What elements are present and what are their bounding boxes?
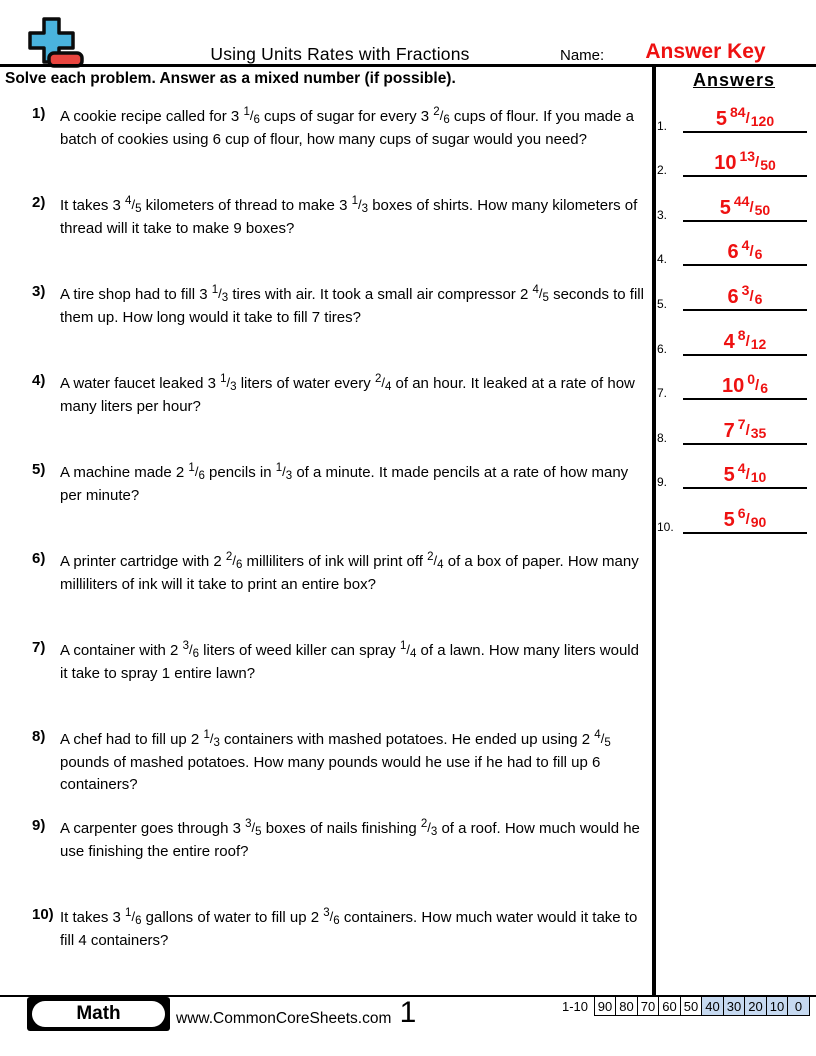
fraction-denominator: 3 <box>361 203 369 215</box>
answer-value <box>683 96 807 133</box>
problem-number: 9) <box>32 817 46 834</box>
answer-denominator: 35 <box>750 424 767 441</box>
problem-text: A carpenter goes through 3 $^3$/5 boxes of nails finishing $^2$/3 of a roof. How much would he use finishing the entire roof? <box>60 818 640 860</box>
score-cell: 0 <box>787 996 810 1016</box>
score-range-label: 1-10 <box>561 998 588 1014</box>
answer-denominator: 120 <box>750 112 775 129</box>
fraction <box>212 286 228 303</box>
fraction-slash: / <box>329 909 334 924</box>
answer-numerator: 0 <box>747 371 756 388</box>
fraction-slash: / <box>406 642 410 657</box>
answer-denominator: 6 <box>760 380 768 397</box>
problem-item <box>32 901 648 990</box>
fraction <box>594 731 610 748</box>
answer-whole-number: 5 <box>723 508 735 531</box>
fraction-numerator: 1 <box>211 284 219 296</box>
score-cell: 30 <box>723 996 746 1016</box>
fraction-slash: / <box>131 197 136 212</box>
fraction-slash: / <box>188 642 193 657</box>
score-table <box>562 996 810 1016</box>
answer-denominator: 10 <box>750 469 767 486</box>
problem-item <box>32 812 648 901</box>
fraction <box>245 820 261 837</box>
answer-numerator: 13 <box>739 148 756 165</box>
website-text: www.CommonCoreSheets.com <box>176 1010 392 1027</box>
problem-item <box>32 545 648 634</box>
fraction-numerator: 1 <box>203 729 210 741</box>
fraction-numerator: 1 <box>243 106 250 118</box>
problem-item <box>32 367 648 456</box>
answer-numerator: 3 <box>741 281 750 298</box>
answer-number-label: 4. <box>657 252 668 267</box>
problem-text: A machine made 2 $^1$/6 pencils in $^1$/3 of a minute. It made pencils at a rate of how many per minute? <box>60 462 629 504</box>
answer-numerator: 8 <box>737 326 746 343</box>
answer-numerator: 84 <box>730 103 746 120</box>
answer-whole-number: 10 <box>714 152 737 175</box>
fraction-denominator: 3 <box>430 826 438 838</box>
fraction-numerator: 1 <box>399 640 407 652</box>
fraction-slash: / <box>218 286 222 301</box>
fraction <box>276 464 292 481</box>
answer-numerator: 7 <box>737 415 746 432</box>
answer-numerator: 6 <box>737 504 746 521</box>
worksheet-title: Using Units Rates with Fractions <box>210 44 470 64</box>
fraction <box>188 464 204 481</box>
problem-number: 8) <box>32 728 46 745</box>
answer-fraction-slash: / <box>745 109 750 127</box>
score-cell: 60 <box>658 996 681 1016</box>
answer-whole-number: 6 <box>727 285 739 308</box>
fraction-numerator: 1 <box>275 462 283 474</box>
answer-value <box>683 497 807 534</box>
problem-number: 1) <box>32 105 46 122</box>
problem-item <box>32 723 648 812</box>
fraction <box>203 731 219 748</box>
answer-fraction-slash: / <box>755 377 760 395</box>
problem-text: A chef had to fill up 2 $^1$/3 containers with mashed potatoes. He ended up using 2 $^4$/5 pounds of mashed potatoes. How many pounds would he use if he had to fill up 6 containers? <box>60 729 611 793</box>
fraction-slash: / <box>251 820 256 835</box>
answer-number-label: 7. <box>657 386 668 401</box>
answer-whole-number: 5 <box>715 107 727 130</box>
answer-whole-number: 4 <box>723 330 735 353</box>
fraction-slash: / <box>427 820 431 835</box>
answer-whole-number: 10 <box>721 375 745 398</box>
problem-item <box>32 189 648 278</box>
answer-number-label: 9. <box>657 475 668 490</box>
page-number: 1 <box>399 996 417 1029</box>
fraction-numerator: 4 <box>532 284 539 296</box>
fraction-denominator: 3 <box>221 292 229 304</box>
fraction <box>183 642 199 659</box>
answers-list <box>655 92 813 538</box>
fraction <box>220 375 236 392</box>
answer-denominator: 6 <box>754 290 763 307</box>
fraction-slash: / <box>209 731 214 746</box>
fraction <box>323 909 339 926</box>
answer-denominator: 50 <box>760 157 776 174</box>
fraction-denominator: 4 <box>384 381 392 393</box>
problem-text: It takes 3 $^1$/6 gallons of water to fill up 2 $^3$/6 containers. How much water would it take to fill 4 containers? <box>60 907 638 949</box>
answer-row <box>655 270 813 315</box>
fraction <box>433 108 449 125</box>
answer-number-label: 5. <box>657 296 668 311</box>
answer-number-label: 3. <box>657 207 668 222</box>
score-cell: 80 <box>615 996 638 1016</box>
fraction-numerator: 3 <box>323 907 330 919</box>
fraction <box>400 642 416 659</box>
fraction-numerator: 1 <box>351 195 358 207</box>
fraction-slash: / <box>439 108 444 123</box>
fraction-slash: / <box>226 375 231 390</box>
answers-heading: Answers <box>692 70 776 90</box>
commoncoresheets-logo <box>22 16 88 70</box>
fraction-denominator: 6 <box>235 559 243 571</box>
problem-text: A printer cartridge with 2 $^2$/6 milliliters of ink will print off $^2$/4 of a box of paper. How many milliliters of ink will it take to print an entire box? <box>60 551 639 593</box>
answer-denominator: 90 <box>750 513 767 530</box>
answer-number-label: 1. <box>657 118 668 133</box>
answer-row <box>655 137 813 182</box>
answer-row <box>655 449 813 494</box>
answer-fraction-slash: / <box>749 287 754 305</box>
answer-row <box>655 315 813 360</box>
fraction-denominator: 6 <box>198 470 205 482</box>
problems-list <box>32 100 648 990</box>
fraction <box>532 286 548 303</box>
fraction-slash: / <box>433 553 438 568</box>
problem-text: A tire shop had to fill 3 $^1$/3 tires with air. It took a small air compressor 2 $^4$/5 seconds to fill them up. How long would it take to fill 7 tires? <box>60 284 644 326</box>
answer-row <box>655 181 813 226</box>
fraction <box>352 197 368 214</box>
fraction <box>125 197 141 214</box>
fraction-denominator: 4 <box>409 648 417 660</box>
answer-value <box>683 452 807 489</box>
answer-numerator: 4 <box>741 237 750 254</box>
answer-row <box>655 360 813 405</box>
fraction-denominator: 6 <box>253 114 260 126</box>
answer-value <box>683 185 807 222</box>
fraction-denominator: 5 <box>604 737 611 749</box>
answer-value <box>683 408 807 445</box>
answer-fraction-slash: / <box>755 154 760 172</box>
score-cell: 20 <box>744 996 767 1016</box>
name-label: Name: <box>560 47 605 64</box>
fraction-denominator: 4 <box>437 559 444 571</box>
fraction <box>243 108 259 125</box>
problem-number: 7) <box>32 639 46 656</box>
fraction-numerator: 3 <box>182 640 189 652</box>
fraction-denominator: 6 <box>443 114 450 126</box>
problem-number: 2) <box>32 194 46 211</box>
instructions-text: Solve each problem. Answer as a mixed number (if possible). <box>5 70 456 87</box>
fraction-denominator: 5 <box>255 826 262 838</box>
answer-value <box>683 229 807 266</box>
answer-value <box>683 363 807 400</box>
answer-numerator: 44 <box>733 192 750 209</box>
fraction-denominator: 3 <box>230 381 237 393</box>
answer-denominator: 6 <box>754 246 763 263</box>
answer-number-label: 2. <box>657 163 668 178</box>
fraction-slash: / <box>194 464 199 479</box>
score-cell: 40 <box>701 996 724 1016</box>
fraction-numerator: 2 <box>225 551 233 563</box>
fraction-slash: / <box>131 909 136 924</box>
fraction <box>427 553 443 570</box>
fraction-denominator: 3 <box>213 737 220 749</box>
score-cell: 10 <box>766 996 789 1016</box>
answer-whole-number: 5 <box>723 464 735 487</box>
math-subject-badge <box>27 997 170 1031</box>
answer-row <box>655 404 813 449</box>
fraction-slash: / <box>282 464 286 479</box>
problem-number: 3) <box>32 283 46 300</box>
problem-text: A water faucet leaked 3 $^1$/3 liters of water every $^2$/4 of an hour. It leaked at a rate of how many liters per hour? <box>60 373 635 415</box>
fraction <box>226 553 242 570</box>
answer-fraction-slash: / <box>745 510 750 528</box>
fraction-slash: / <box>381 375 385 390</box>
problem-item <box>32 456 648 545</box>
fraction-numerator: 2 <box>427 551 434 563</box>
fraction-denominator: 6 <box>333 915 340 927</box>
answer-denominator: 50 <box>754 201 771 218</box>
plus-minus-icon <box>22 16 88 70</box>
fraction-numerator: 4 <box>125 195 132 207</box>
fraction-denominator: 6 <box>192 648 200 660</box>
problem-number: 5) <box>32 461 46 478</box>
fraction-denominator: 6 <box>135 915 142 927</box>
fraction-numerator: 1 <box>188 462 195 474</box>
answer-fraction-slash: / <box>749 243 754 261</box>
answer-denominator: 12 <box>750 335 767 352</box>
fraction-numerator: 4 <box>594 729 601 741</box>
answer-row <box>655 226 813 271</box>
answer-numerator: 4 <box>737 460 746 477</box>
fraction-numerator: 2 <box>420 818 428 830</box>
answer-row <box>655 493 813 538</box>
problem-item <box>32 278 648 367</box>
fraction-numerator: 1 <box>220 373 227 385</box>
fraction-slash: / <box>600 731 605 746</box>
answer-fraction-slash: / <box>745 466 750 484</box>
fraction-numerator: 1 <box>125 907 132 919</box>
answer-fraction-slash: / <box>745 421 750 439</box>
answer-whole-number: 5 <box>719 196 731 219</box>
problem-number: 4) <box>32 372 46 389</box>
answer-fraction-slash: / <box>745 332 750 350</box>
answer-key-text: Answer Key <box>645 40 766 63</box>
header-divider <box>0 64 816 67</box>
math-subject-label: Math <box>32 1001 165 1027</box>
problem-number: 6) <box>32 550 46 567</box>
fraction-slash: / <box>249 108 254 123</box>
problem-item <box>32 100 648 189</box>
fraction-numerator: 2 <box>433 106 440 118</box>
fraction-slash: / <box>358 197 362 212</box>
problem-item <box>32 634 648 723</box>
fraction-slash: / <box>538 286 543 301</box>
answer-number-label: 8. <box>657 430 668 445</box>
problem-text: It takes 3 $^4$/5 kilometers of thread to make 3 $^1$/3 boxes of shirts. How many kilometers of thread will it take to make 9 boxes? <box>60 195 638 237</box>
answer-whole-number: 6 <box>727 241 739 264</box>
fraction <box>125 909 141 926</box>
answer-row <box>655 92 813 137</box>
problem-number: 10) <box>32 906 54 923</box>
fraction-numerator: 3 <box>245 818 252 830</box>
problem-text: A container with 2 $^3$/6 liters of weed killer can spray $^1$/4 of a lawn. How many liters would it take to spray 1 entire lawn? <box>60 640 639 682</box>
problem-text: A cookie recipe called for 3 $^1$/6 cups of sugar for every 3 $^2$/6 cups of flour. If you made a batch of cookies using 6 cup of flour, how many cups of sugar would you need? <box>60 106 635 148</box>
fraction-denominator: 5 <box>135 203 142 215</box>
answer-value <box>683 274 807 311</box>
fraction-denominator: 3 <box>285 470 293 482</box>
fraction-slash: / <box>232 553 236 568</box>
answer-whole-number: 7 <box>723 419 735 442</box>
answer-value <box>683 319 807 356</box>
answer-fraction-slash: / <box>749 198 754 216</box>
answer-value <box>683 140 807 177</box>
score-cell: 50 <box>680 996 703 1016</box>
fraction <box>421 820 437 837</box>
score-cell: 70 <box>637 996 660 1016</box>
answer-number-label: 10. <box>657 519 674 534</box>
fraction-numerator: 2 <box>374 373 382 385</box>
fraction-denominator: 5 <box>542 292 549 304</box>
answer-number-label: 6. <box>657 341 668 356</box>
score-cell: 90 <box>594 996 617 1016</box>
fraction <box>375 375 391 392</box>
